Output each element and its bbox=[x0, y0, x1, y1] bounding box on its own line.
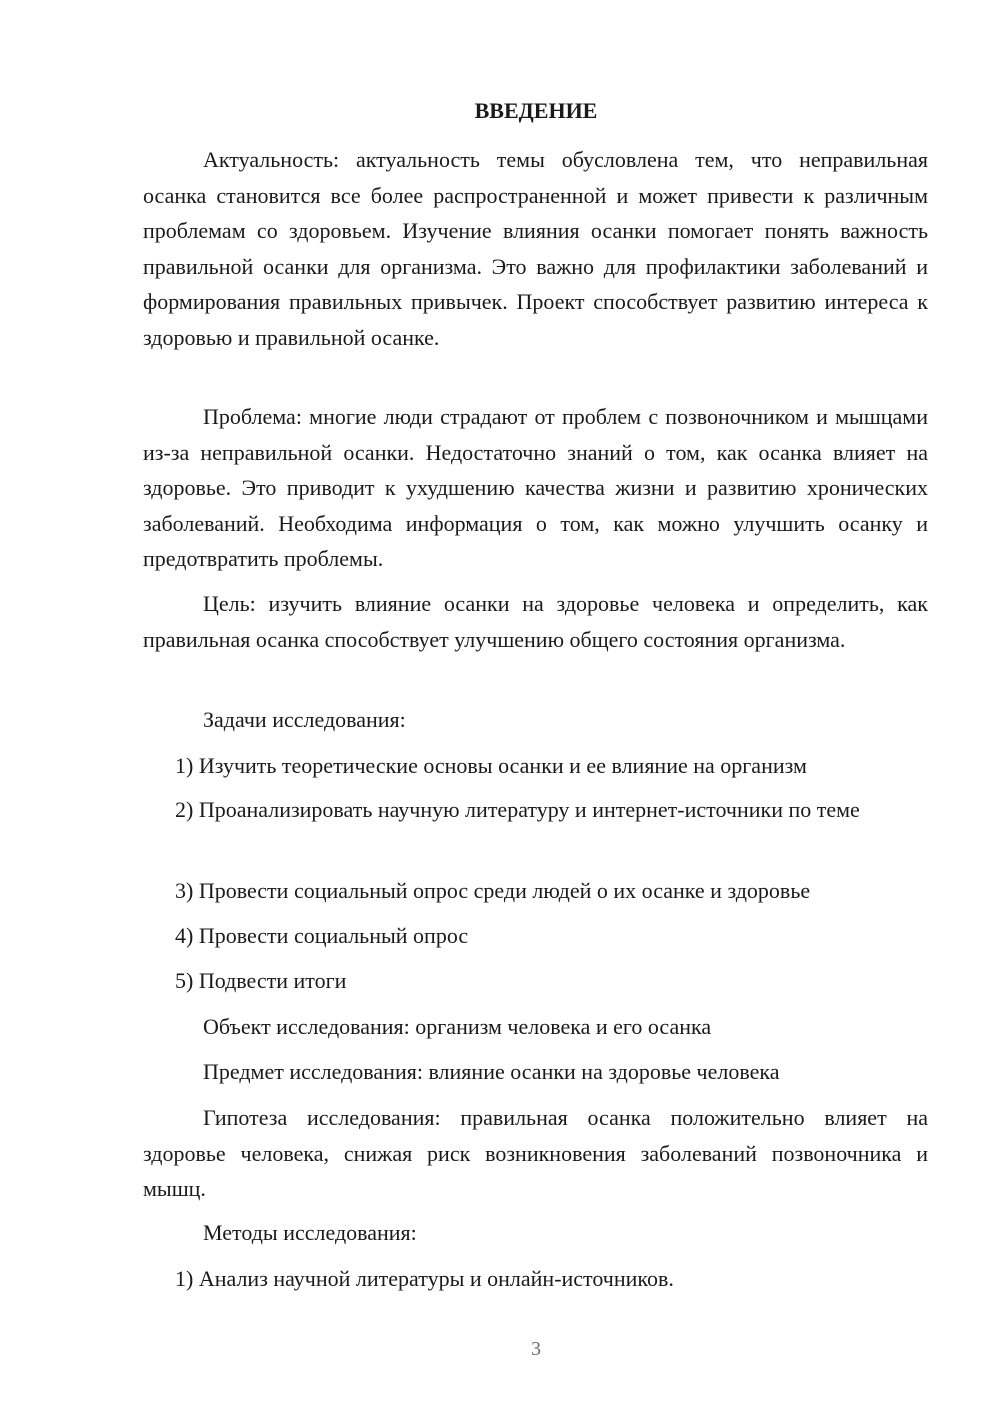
task-item-1: 1) Изучить теоретические основы осанки и ее влияние на организм bbox=[175, 753, 807, 778]
goal-paragraph: Цель: изучить влияние осанки на здоровье человека и определить, как правильная осанка способствует улучшению общего состояния организма. bbox=[143, 591, 928, 652]
tasks-heading: Задачи исследования: bbox=[203, 707, 406, 732]
methods-heading: Методы исследования: bbox=[203, 1220, 417, 1245]
relevance-paragraph: Актуальность: актуальность темы обусловлена тем, что неправильная осанка становится все более распространенной и может привести к различным проблемам со здоровьем. Изучение влияния осанки помогает понять важность правильной осанки для организма. Это важно для профилактики заболеваний и формирования правильных привычек. Проект способствует развитию интереса к здоровью и правильной осанке. bbox=[143, 147, 928, 350]
research-subject: Предмет исследования: влияние осанки на здоровье человека bbox=[203, 1059, 780, 1084]
task-item-3: 3) Провести социальный опрос среди людей о их осанке и здоровье bbox=[175, 878, 811, 903]
task-item-4: 4) Провести социальный опрос bbox=[175, 923, 469, 948]
hypothesis-paragraph: Гипотеза исследования: правильная осанка положительно влияет на здоровье человека, снижая риск возникновения заболеваний позвоночника и мышц. bbox=[143, 1105, 928, 1201]
section-title: ВВЕДЕНИЕ bbox=[474, 98, 598, 123]
task-item-2: 2) Проанализировать научную литературу и интернет-источники по теме bbox=[175, 797, 860, 822]
problem-paragraph: Проблема: многие люди страдают от проблем с позвоночником и мышцами из-за неправильной осанки. Недостаточно знаний о том, как осанка влияет на здоровье. Это приводит к ухудшению качества жизни и развитию хронических заболеваний. Необходима информация о том, как можно улучшить осанку и предотвратить проблемы. bbox=[143, 404, 928, 571]
page-number: 3 bbox=[531, 1338, 541, 1360]
method-item-1: 1) Анализ научной литературы и онлайн-источников. bbox=[175, 1266, 674, 1291]
research-object: Объект исследования: организм человека и его осанка bbox=[203, 1014, 712, 1039]
task-item-5: 5) Подвести итоги bbox=[175, 968, 347, 993]
